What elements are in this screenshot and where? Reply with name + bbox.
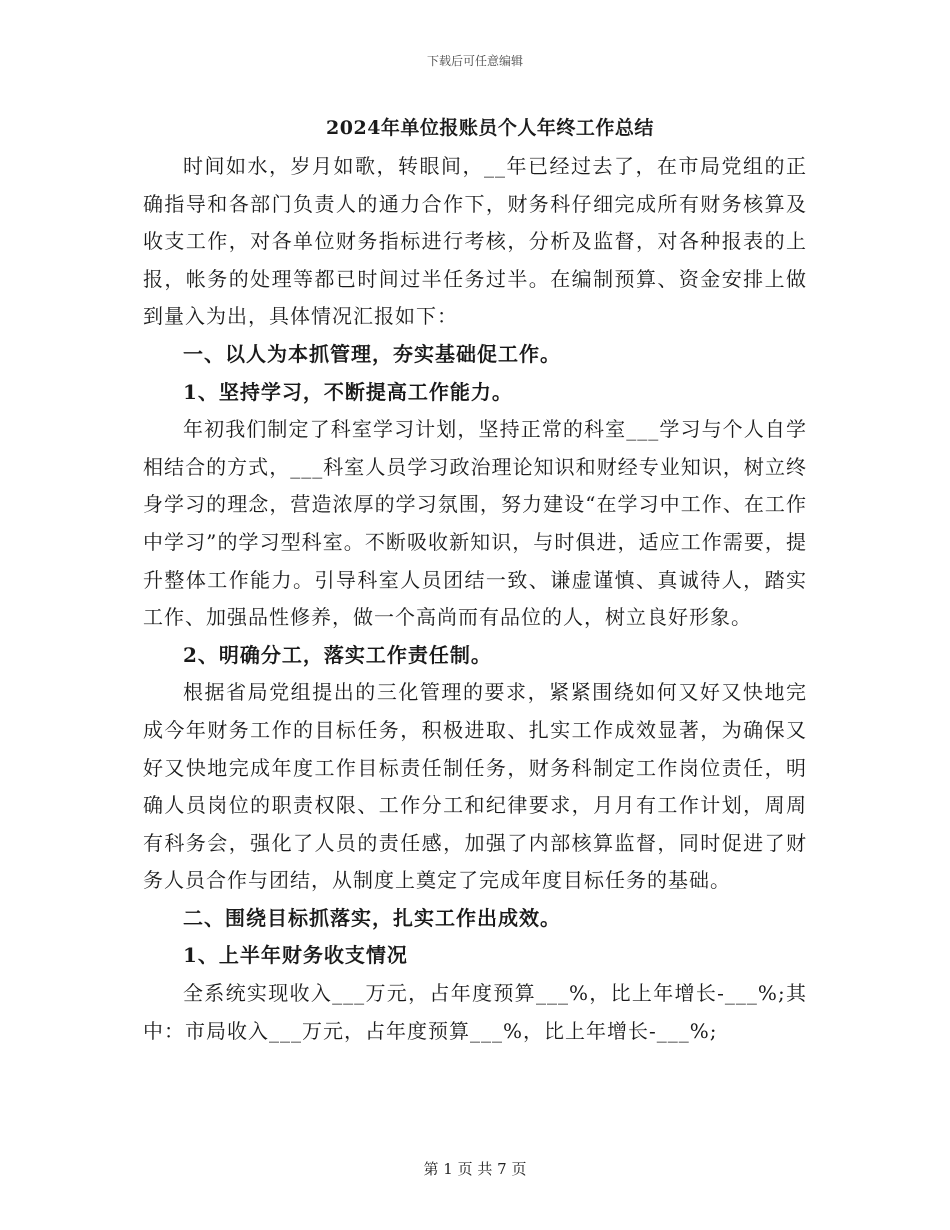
subheading-1-1: 1、坚持学习，不断提高工作能力。 bbox=[183, 379, 513, 404]
section-heading-2: 二、围绕目标抓落实，扎实工作出成效。 bbox=[183, 905, 561, 930]
document-body bbox=[143, 108, 807, 1050]
body-paragraph-study: 年初我们制定了科室学习计划，坚持正常的科室___学习与个人自学相结合的方式，___科室人员学习政治理论知识和财经专业知识，树立终身学习的理念，营造浓厚的学习氛围，努力建设“在学习中工作、在工作中学习”的学习型科室。不断吸收新知识，与时俱进，适应工作需要，提升整体工作能力。引导科室人员团结一致、谦虚谨慎、真诚待人，踏实工作、加强品性修养，做一个高尚而有品位的人，树立良好形象。 bbox=[143, 417, 807, 630]
body-paragraph-responsibility: 根据省局党组提出的三化管理的要求，紧紧围绕如何又好又快地完成今年财务工作的目标任务，积极进取、扎实工作成效显著，为确保又好又快地完成年度工作目标责任制任务，财务科制定工作岗位责任，明确人员岗位的职责权限、工作分工和纪律要求，月月有工作计划，周周有科务会，强化了人员的责任感，加强了内部核算监督，同时促进了财务人员合作与团结，从制度上奠定了完成年度目标任务的基础。 bbox=[143, 680, 807, 893]
section-heading-1: 一、以人为本抓管理，夯实基础促工作。 bbox=[183, 341, 561, 366]
document-title: 2024年单位报账员个人年终工作总结 bbox=[326, 117, 654, 139]
body-paragraph-finance: 全系统实现收入___万元，占年度预算___%，比上年增长-___%;其中：市局收入___万元，占年度预算___%，比上年增长-___%; bbox=[143, 981, 807, 1043]
subheading-2-1: 1、上半年财务收支情况 bbox=[183, 943, 408, 968]
page-number: 第 1 页 共 7 页 bbox=[423, 1160, 527, 1178]
header-note: 下载后可任意编辑 bbox=[426, 54, 523, 68]
subheading-1-2: 2、明确分工，落实工作责任制。 bbox=[183, 642, 492, 667]
intro-paragraph: 时间如水，岁月如歌，转眼间，__年已经过去了，在市局党组的正确指导和各部门负责人的通力合作下，财务科仔细完成所有财务核算及收支工作，对各单位财务指标进行考核，分析及监督，对各种报表的上报，帐务的处理等都已时间过半任务过半。在编制预算、资金安排上做到量入为出，具体情况汇报如下： bbox=[143, 154, 807, 329]
